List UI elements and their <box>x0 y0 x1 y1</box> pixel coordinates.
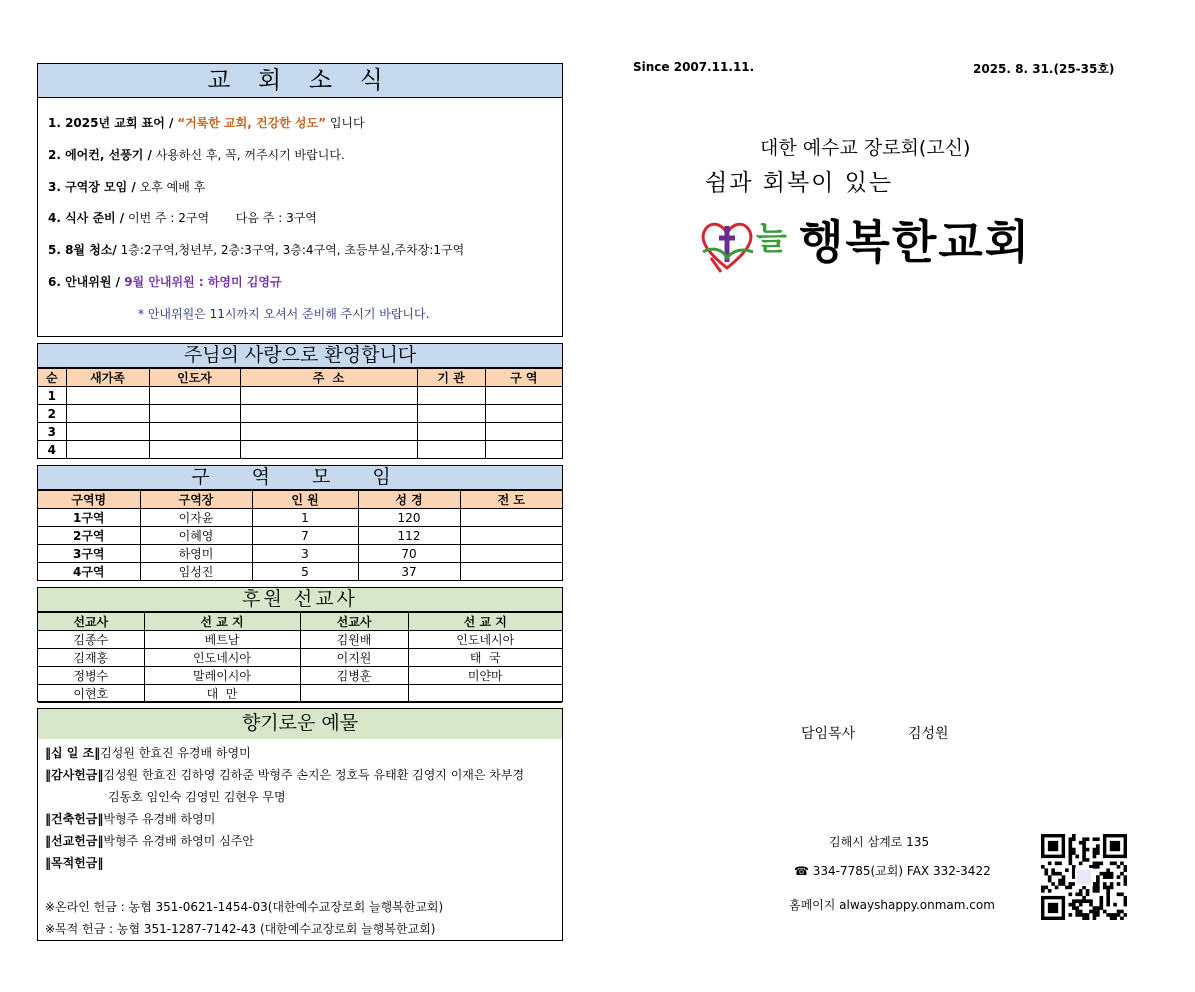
district-table <box>38 490 562 581</box>
col-header: 인도자 <box>149 369 240 387</box>
table-row <box>38 423 562 441</box>
district-count: 1 <box>252 509 358 527</box>
offering-line: 김동호 임인숙 김영민 김현우 무명 <box>108 790 286 804</box>
col-header: 순 <box>38 369 66 387</box>
col-header: 구 역 <box>485 369 562 387</box>
denomination: 대한 예수교 장로회(고신) <box>760 137 971 159</box>
col-header: 새가족 <box>66 369 149 387</box>
mission-field: 말레이시아 <box>144 667 300 685</box>
offering-line: ‖십 일 조‖김성원 한효진 유경배 하영미 <box>45 746 251 760</box>
since-date: Since 2007.11.11. <box>633 60 755 74</box>
church-news-title: 교 회 소 식 <box>38 64 562 98</box>
table-row <box>38 685 562 703</box>
col-header: 선교사 <box>38 613 144 631</box>
church-homepage[interactable]: 홈페이지 alwayshappy.onmam.com <box>789 898 995 912</box>
welcome-header-row <box>38 369 562 387</box>
mission-field: 인도네시아 <box>408 631 562 649</box>
district-leader: 하영미 <box>140 545 252 563</box>
row-number: 1 <box>38 387 66 405</box>
news-item-2: 2. 에어컨, 선풍기 / 사용하신 후, 꼭, 꺼주시기 바랍니다. <box>48 148 345 162</box>
church-phone: ☎ 334-7785(교회) FAX 332-3422 <box>794 864 991 878</box>
col-header: 선 교 지 <box>144 613 300 631</box>
offering-line: ‖목적헌금‖ <box>45 856 104 870</box>
col-header: 주 소 <box>240 369 417 387</box>
district-bible: 70 <box>358 545 460 563</box>
welcome-title: 주님의 사랑으로 환영합니다 <box>38 344 562 368</box>
district-name: 2구역 <box>38 527 140 545</box>
district-count: 5 <box>252 563 358 581</box>
welcome-box <box>37 343 563 459</box>
welcome-table <box>38 368 562 459</box>
missionary-name <box>300 685 408 703</box>
missionary-name: 김원배 <box>300 631 408 649</box>
news-item-4: 4. 식사 준비 / 이번 주 : 2구역 다음 주 : 3구역 <box>48 211 317 225</box>
col-header: 구역명 <box>38 491 140 509</box>
col-header: 인 원 <box>252 491 358 509</box>
district-bible: 37 <box>358 563 460 581</box>
missionary-box <box>37 587 563 702</box>
table-row <box>38 527 562 545</box>
pastor-name: 김성원 <box>908 726 949 742</box>
church-logo-icon <box>697 212 757 276</box>
district-leader: 임성진 <box>140 563 252 581</box>
col-header: 선교사 <box>300 613 408 631</box>
missionary-name: 정병수 <box>38 667 144 685</box>
church-news-box <box>37 63 563 337</box>
missionary-name: 김병훈 <box>300 667 408 685</box>
purpose-account: ※목적 헌금 : 농협 351-1287-7142-43 (대한예수교장로회 늘행복한교회) <box>45 922 436 936</box>
col-header: 성 경 <box>358 491 460 509</box>
col-header: 전 도 <box>460 491 562 509</box>
missionary-header-row <box>38 613 562 631</box>
missionary-name: 이지원 <box>300 649 408 667</box>
offering-box <box>37 708 563 941</box>
qr-code-icon[interactable] <box>1041 834 1127 920</box>
district-evangelism <box>460 545 562 563</box>
district-evangelism <box>460 509 562 527</box>
mission-field: 인도네시아 <box>144 649 300 667</box>
offering-line: ‖감사헌금‖김성원 한효진 김하영 김하준 박형주 손지은 정호득 유태환 김영지 이재은 차부경 <box>45 768 525 782</box>
pastor-title: 담임목사 <box>801 726 856 742</box>
logo-prefix: 늘 <box>756 219 787 257</box>
table-row <box>38 649 562 667</box>
slogan: 쉼과 회복이 있는 <box>705 170 894 196</box>
news-item-3: 3. 구역장 모임 / 오후 예배 후 <box>48 180 206 194</box>
church-address: 김해시 삼계로 135 <box>829 835 930 849</box>
row-number: 2 <box>38 405 66 423</box>
district-count: 3 <box>252 545 358 563</box>
col-header: 선 교 지 <box>408 613 562 631</box>
district-count: 7 <box>252 527 358 545</box>
district-title: 구 역 모 임 <box>38 466 562 490</box>
mission-field: 미얀마 <box>408 667 562 685</box>
table-row <box>38 405 562 423</box>
table-row <box>38 667 562 685</box>
table-row <box>38 631 562 649</box>
district-leader: 이혜영 <box>140 527 252 545</box>
mission-field: 태 국 <box>408 649 562 667</box>
district-evangelism <box>460 527 562 545</box>
district-bible: 120 <box>358 509 460 527</box>
district-name: 1구역 <box>38 509 140 527</box>
row-number: 4 <box>38 441 66 459</box>
church-name: 행복한교회 <box>799 215 1032 269</box>
district-name: 3구역 <box>38 545 140 563</box>
missionary-name: 김재홍 <box>38 649 144 667</box>
mission-field: 베트남 <box>144 631 300 649</box>
col-header: 기 관 <box>417 369 485 387</box>
district-box <box>37 465 563 581</box>
news-item-6: 6. 안내위원 / 9월 안내위원 : 하영미 김영규 <box>48 275 282 289</box>
offering-title: 향기로운 예물 <box>38 709 562 739</box>
offering-line: ‖건축헌금‖박형주 유경배 하영미 <box>45 812 216 826</box>
missionary-name: 김종수 <box>38 631 144 649</box>
district-bible: 112 <box>358 527 460 545</box>
table-row <box>38 441 562 459</box>
table-row <box>38 545 562 563</box>
missionary-table <box>38 612 562 703</box>
district-evangelism <box>460 563 562 581</box>
issue-date: 2025. 8. 31.(25-35호) <box>973 62 1115 76</box>
table-row <box>38 509 562 527</box>
table-row <box>38 387 562 405</box>
table-row <box>38 563 562 581</box>
district-name: 4구역 <box>38 563 140 581</box>
news-item-1: 1. 2025년 교회 표어 / “거룩한 교회, 건강한 성도” 입니다 <box>48 116 365 130</box>
mission-field: 대 만 <box>144 685 300 703</box>
offering-line: ‖선교헌금‖박형주 유경배 하영미 심주안 <box>45 834 254 848</box>
mission-field <box>408 685 562 703</box>
col-header: 구역장 <box>140 491 252 509</box>
district-header-row <box>38 491 562 509</box>
missionary-name: 이현호 <box>38 685 144 703</box>
news-item-5: 5. 8월 청소/ 1층:2구역,청년부, 2층:3구역, 3층:4구역, 초등부실,주차장:1구역 <box>48 243 465 257</box>
missionary-title: 후원 선교사 <box>38 588 562 612</box>
news-note: * 안내위원은 11시까지 오셔서 준비해 주시기 바랍니다. <box>138 307 430 321</box>
online-account: ※온라인 헌금 : 농협 351-0621-1454-03(대한예수교장로회 늘행복한교회) <box>45 900 444 914</box>
district-leader: 이자윤 <box>140 509 252 527</box>
row-number: 3 <box>38 423 66 441</box>
